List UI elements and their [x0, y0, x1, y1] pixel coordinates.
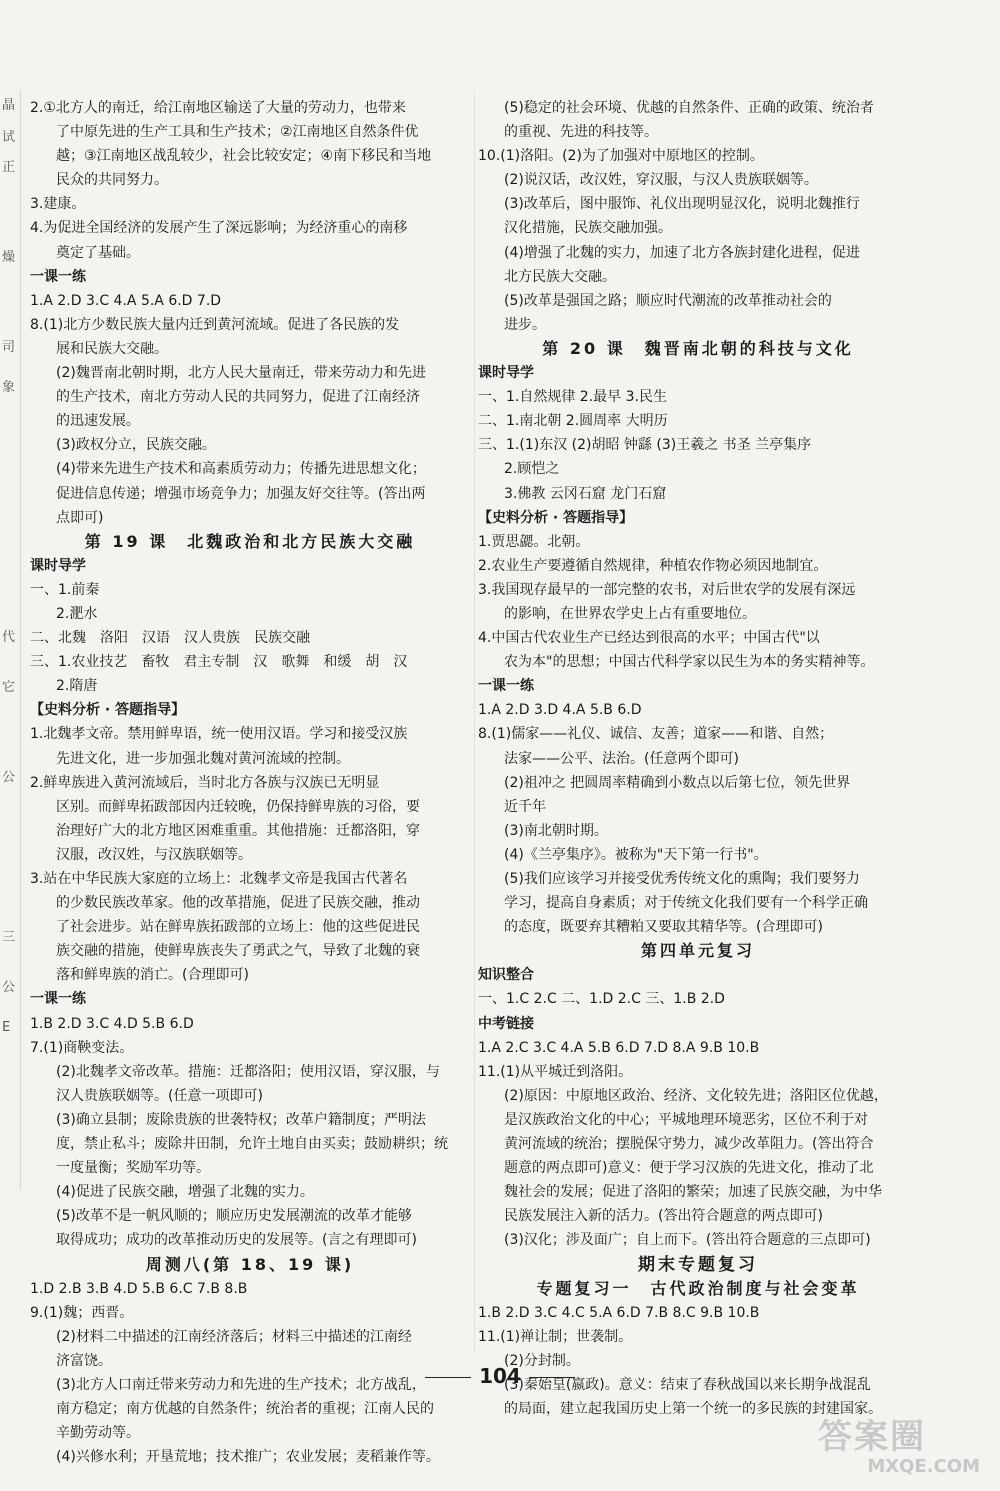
answer-line: 2.农业生产要遵循自然规律，种植农作物必须因地制宜。	[478, 557, 828, 574]
answer-line: (3)汉化；涉及面广；自上而下。(答出符合题意的三点即可)	[504, 1232, 871, 1249]
answer-line: 的生产技术，南北方劳动人民的共同努力，促进了江南经济	[56, 389, 420, 406]
weekly-test-title: 周测八(第 18、19 课)	[145, 1254, 355, 1274]
binding-char: 试	[2, 130, 16, 145]
answer-line: (5)稳定的社会环境、优越的自然条件、正确的政策、统治者	[504, 100, 874, 116]
answer-line: 越；③江南地区战乱较少，社会比较安定；④南下移民和当地	[56, 148, 432, 165]
answer-line: 4.中国古代农业生产已经达到很高的水平；中国古代"以	[478, 630, 820, 647]
answer-line: 治理好广大的北方地区困难重重。其他措施：迁都洛阳，穿	[56, 822, 420, 839]
section-label: 课时导学	[478, 365, 534, 382]
binding-char: 象	[2, 380, 16, 395]
binding-char: 公	[2, 770, 16, 785]
answer-line: (3)改革后，图中服饰、礼仪出现明显汉化，说明北魏推行	[504, 196, 860, 213]
answer-line: 展和民族大交融。	[56, 340, 168, 357]
answer-line: (3)北方人口南迁带来劳动力和先进的生产技术；北方战乱，	[56, 1376, 426, 1393]
answer-line: 南方稳定；南方优越的自然条件；统治者的重视；江南人民的	[56, 1401, 434, 1418]
answer-line: 法家——公平、法治。(任意两个即可)	[504, 750, 739, 767]
answer-line: (2)说汉话，改汉姓，穿汉服，与汉人贵族联姻等。	[504, 172, 818, 189]
lesson-20-title: 第 20 课 魏晋南北朝的科技与文化	[542, 338, 854, 358]
section-label: 课时导学	[30, 557, 86, 574]
answer-line: 1.A 2.D 3.C 4.A 5.A 6.D 7.D	[30, 292, 222, 309]
answer-line: 农为本"的思想；中国古代科学家以民生为本的务实精神等。	[504, 654, 875, 671]
topic-1-answers	[478, 1301, 918, 1421]
watermark-text: 答案圈	[818, 1417, 926, 1457]
answer-line: 3.站在中华民族大家庭的立场上：北魏孝文帝是我国古代著名	[30, 871, 408, 887]
answer-line: 3.佛教 云冈石窟 龙门石窟	[504, 485, 667, 502]
binding-char: 它	[2, 680, 16, 695]
answer-line: (3)南北朝时期。	[504, 822, 608, 839]
answer-line: (4)兴修水利；开垦荒地；技术推广；农业发展；麦稻兼作等。	[56, 1449, 440, 1466]
answer-line: 题意的两点即可)意义：便于学习汉族的先进文化，推动了北	[504, 1160, 874, 1177]
answer-line: 4.为促进全国经济的发展产生了深远影响；为经济重心的南移	[30, 220, 408, 237]
answer-line: 7.(1)商鞅变法。	[30, 1039, 134, 1056]
section-label: 知识整合	[478, 967, 534, 984]
answer-line: 2.淝水	[56, 605, 98, 622]
answer-line: 一、1.自然规律 2.最早 3.民生	[478, 389, 667, 406]
answer-line: 民族发展注入新的活力。(答出符合题意的两点即可)	[504, 1208, 823, 1225]
answer-line: 2.鲜卑族进入黄河流域后，当时北方各族与汉族已无明显	[30, 774, 380, 791]
answer-line: 三、1.农业技艺 畜牧 君主专制 汉 歌舞 和缓 胡 汉	[30, 654, 408, 671]
answer-line: (4)带来先进生产技术和高素质劳动力；传播先进思想文化；	[56, 461, 426, 478]
right-column	[478, 96, 918, 1421]
answer-line: 2.隋唐	[56, 678, 98, 695]
answer-line: (2)北魏孝文帝改革。措施：迁都洛阳；使用汉语，穿汉服，与	[56, 1063, 440, 1080]
answer-line: (2)原因：中原地区政治、经济、文化较先进；洛阳区位优越，	[504, 1087, 888, 1104]
answer-line: 北方民族大交融。	[504, 268, 616, 285]
answer-line: 汉人贵族联姻等。(任意一项即可)	[56, 1087, 263, 1104]
binding-char: 燥	[2, 250, 16, 265]
answer-line: 1.贾思勰。北朝。	[478, 533, 590, 550]
answer-line: 1.D 2.B 3.B 4.D 5.B 6.C 7.B 8.B	[30, 1280, 248, 1297]
answer-line: (2)材料二中描述的江南经济落后；材料三中描述的江南经	[56, 1328, 412, 1345]
answer-line: (4)促进了民族交融，增强了北魏的实力。	[56, 1184, 314, 1201]
intro-answers	[30, 96, 470, 265]
practice-answers	[30, 289, 470, 530]
answer-line: 济富饶。	[56, 1352, 112, 1369]
answer-line: 二、1.南北朝 2.圆周率 大明历	[478, 413, 668, 430]
section-label: 中考链接	[478, 1015, 534, 1032]
answer-line: 的影响，在世界农学史上占有重要地位。	[504, 605, 756, 622]
answer-line: 2.顾恺之	[504, 461, 560, 478]
answer-line: 8.(1)北方少数民族大量内迁到黄河流域。促进了各民族的发	[30, 316, 400, 333]
answer-line: (4)《兰亭集序》。被称为"天下第一行书"。	[504, 846, 768, 863]
binding-char: 公	[2, 980, 16, 995]
answer-line: 促进信息传递；增强市场竞争力；加强友好交往等。(答出两	[56, 485, 426, 502]
answer-line: 近千年	[504, 798, 546, 815]
left-column	[30, 96, 470, 1469]
answer-line: 先进文化，进一步加强北魏对黄河流域的控制。	[56, 750, 350, 767]
answer-line: 魏社会的发展；促进了洛阳的繁荣；加速了民族交融，为中华	[504, 1184, 882, 1201]
answer-line: 汉服，改汉姓，与汉族联姻等。	[56, 846, 252, 863]
answer-line: (2)魏晋南北朝时期，北方人民大量南迁，带来劳动力和先进	[56, 365, 426, 382]
analysis-answers	[478, 530, 918, 675]
binding-char: 晶	[2, 98, 16, 113]
analysis-answers	[30, 722, 470, 987]
answer-line: 点即可)	[56, 509, 104, 526]
answer-line: 一度量衡；奖励军功等。	[56, 1160, 210, 1177]
answer-line: 一、1.前秦	[30, 581, 100, 598]
answer-line: (2)祖冲之 把圆周率精确到小数点以后第七位，领先世界	[504, 774, 851, 791]
answer-line: 的重视、先进的科技等。	[504, 124, 658, 141]
answer-line: 1.B 2.D 3.C 4.C 5.A 6.D 7.B 8.C 9.B 10.B	[478, 1304, 760, 1321]
answer-line: 区别。而鲜卑拓跋部因内迁较晚，仍保持鲜卑族的习俗，要	[56, 798, 420, 815]
answer-line: 奠定了基础。	[56, 244, 140, 261]
final-review-title: 期末专题复习	[638, 1254, 758, 1275]
binding-char: 三	[2, 930, 16, 945]
answer-line: 辛勤劳动等。	[56, 1425, 140, 1442]
binding-char: 代	[2, 630, 16, 645]
answer-line: 了社会进步。站在鲜卑族拓跋部的立场上：他的这些促进民	[56, 919, 420, 936]
binding-char: E	[2, 1020, 11, 1035]
watermark-url: MXQE.COM	[867, 1456, 980, 1477]
answer-line: 了中原先进的生产工具和生产技术；②江南地区自然条件优	[56, 124, 419, 141]
practice-answers	[478, 698, 918, 939]
practice-answers	[30, 1012, 470, 1253]
section-label: 【史料分析 · 答题指导】	[30, 702, 186, 719]
answer-line: 民众的共同努力。	[56, 172, 168, 189]
answer-line: 10.(1)洛阳。(2)为了加强对中原地区的控制。	[478, 148, 764, 165]
answer-line: 8.(1)儒家——礼仪、诚信、友善；道家——和谐、自然；	[478, 726, 834, 743]
answer-line: 一、1.C 2.C 二、1.D 2.C 三、1.B 2.D	[478, 991, 725, 1008]
answer-line: 11.(1)从平城迁到洛阳。	[478, 1063, 633, 1080]
answer-line: 11.(1)禅让制；世袭制。	[478, 1328, 633, 1345]
exam-link-answers	[478, 1036, 918, 1253]
answer-line: 1.A 2.C 3.C 4.A 5.B 6.D 7.D 8.A 9.B 10.B	[478, 1039, 760, 1056]
page-number: 104	[400, 1364, 600, 1388]
answer-line: 族交融的措施，使鲜卑族丧失了勇武之气，导致了北魏的衰	[56, 943, 420, 960]
answer-line: 3.我国现存最早的一部完整的农书，对后世农学的发展有深远	[478, 581, 856, 598]
answer-line: (2)分封制。	[504, 1352, 580, 1369]
answer-line: (3)确立县制；废除贵族的世袭特权；改革户籍制度；严明法	[56, 1111, 426, 1128]
answer-line: 的少数民族改革家。他的改革措施，促进了民族交融，推动	[56, 895, 420, 912]
column-divider	[474, 92, 475, 1352]
answer-line: 进步。	[504, 316, 546, 333]
section-label: 一课一练	[30, 991, 86, 1008]
answer-line: 学习，提高自身素质；对于传统文化我们要有一个科学正确	[504, 895, 868, 912]
answer-line: (5)改革不是一帆风顺的；顺应历史发展潮流的改革才能够	[56, 1208, 412, 1225]
binding-char: 司	[2, 340, 16, 355]
section-label: 一课一练	[478, 678, 534, 695]
answer-line: (3)秦始皇(嬴政)。意义：结束了春秋战国以来长期争战混乱	[504, 1376, 871, 1393]
binding-margin	[0, 90, 21, 1190]
answer-line: 的迅速发展。	[56, 413, 140, 430]
answer-line: 是汉族政治文化的中心；平城地理环境恶劣，区位不利于对	[504, 1111, 868, 1128]
section-label: 【史料分析 · 答题指导】	[478, 509, 634, 526]
answer-line: 2.①北方人的南迁，给江南地区输送了大量的劳动力，也带来	[30, 100, 406, 116]
lesson-19-title: 第 19 课 北魏政治和北方民族大交融	[84, 531, 416, 551]
binding-char: 正	[2, 160, 16, 175]
topic-1-title: 专题复习一 古代政治制度与社会变革	[536, 1278, 860, 1298]
answer-line: 3.建康。	[30, 196, 86, 213]
answer-line: 9.(1)魏；西晋。	[30, 1304, 134, 1321]
answer-line: (3)政权分立，民族交融。	[56, 437, 216, 454]
answer-line: 三、1.(1)东汉 (2)胡昭 钟繇 (3)王羲之 书圣 兰亭集序	[478, 437, 812, 454]
answer-line: 度，禁止私斗；废除井田制，允许土地自由买卖；鼓励耕织；统	[56, 1136, 448, 1153]
answer-line: 的态度，既要弃其糟粕又要取其精华等。(合理即可)	[504, 919, 823, 936]
carryover-answers	[478, 96, 918, 337]
answer-line: (5)我们应该学习并接受优秀传统文化的熏陶；我们要努力	[504, 871, 860, 887]
unit-4-review-title: 第四单元复习	[640, 941, 755, 961]
answer-line: 1.A 2.D 3.D 4.A 5.B 6.D	[478, 702, 642, 719]
answer-line: 取得成功；成功的改革推动历史的发展等。(言之有理即可)	[56, 1232, 417, 1249]
answer-line: (4)增强了北魏的实力，加速了北方各族封建化进程，促进	[504, 244, 860, 261]
watermark-logo	[818, 1418, 988, 1484]
answer-line: 二、北魏 洛阳 汉语 汉人贵族 民族交融	[30, 630, 310, 647]
answer-line: 黄河流域的统治；摆脱保守势力，减少改革阻力。(答出符合	[504, 1136, 874, 1153]
answer-line: 汉化措施，民族交融加强。	[504, 220, 672, 237]
answer-line: 落和鲜卑族的消亡。(合理即可)	[56, 967, 249, 984]
answer-line: 1.北魏孝文帝。禁用鲜卑语，统一使用汉语。学习和接受汉族	[30, 726, 408, 743]
section-label: 一课一练	[30, 268, 86, 285]
answer-line: 1.B 2.D 3.C 4.D 5.B 6.D	[30, 1015, 194, 1032]
answer-line: (5)改革是强国之路；顺应时代潮流的改革推动社会的	[504, 292, 832, 309]
answer-line: 的局面，建立起我国历史上第一个统一的多民族的封建国家。	[504, 1401, 882, 1418]
